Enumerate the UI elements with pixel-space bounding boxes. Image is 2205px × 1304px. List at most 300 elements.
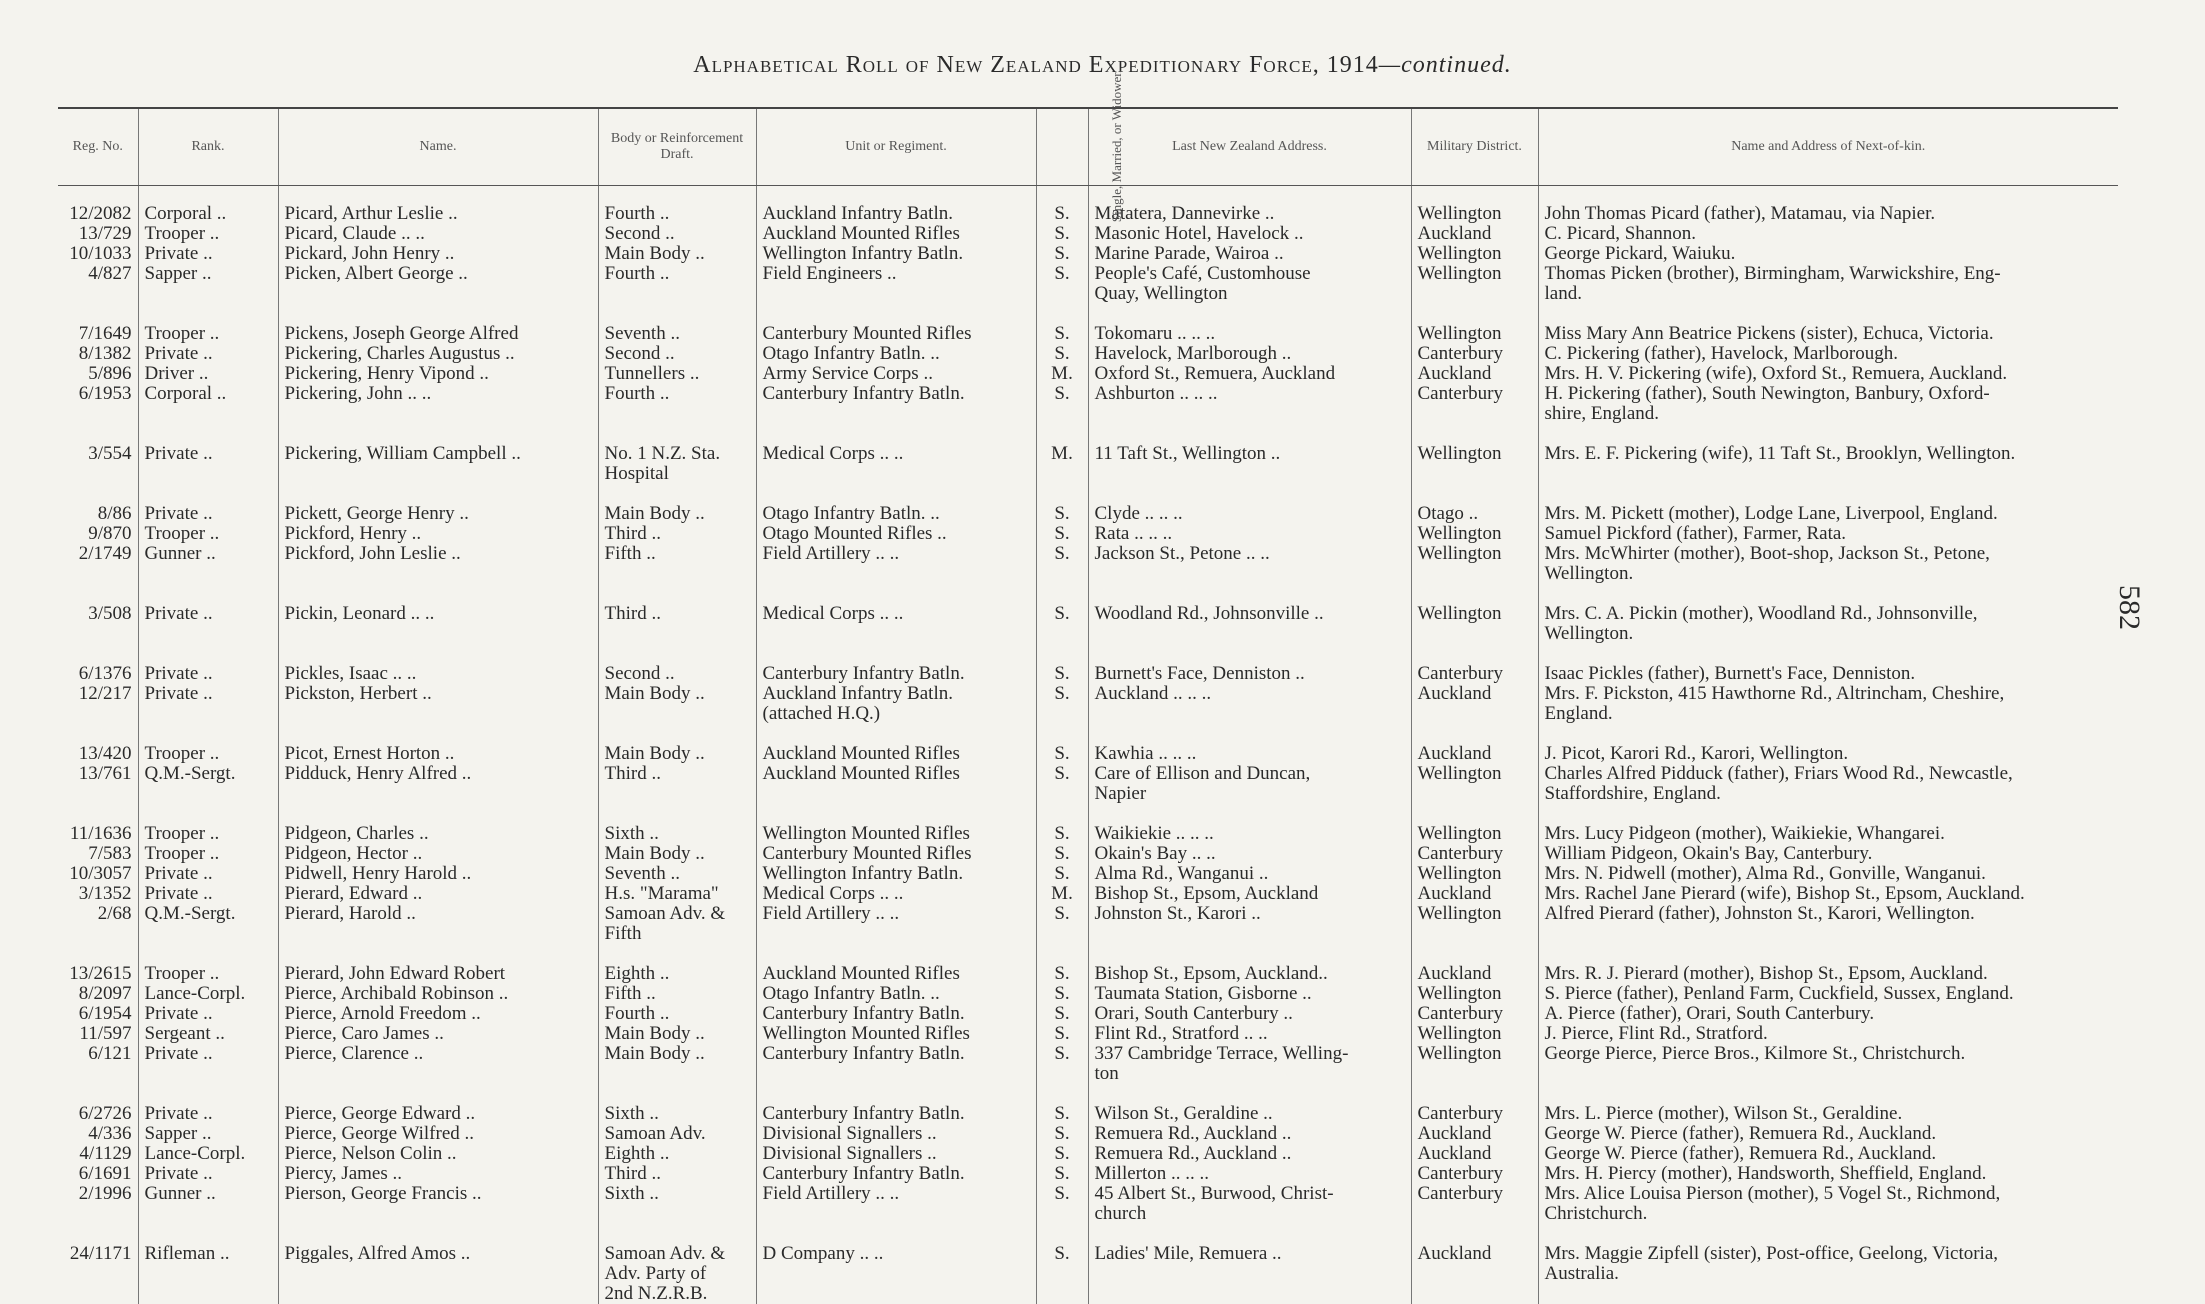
cell-kin: Mrs. L. Pierce (mother), Wilson St., Geraldine. — [1538, 1104, 2118, 1124]
cell-unit: Wellington Mounted Rifles — [756, 824, 1036, 844]
gap-cell — [598, 1224, 756, 1244]
page-title — [0, 52, 2205, 79]
cell-address: Marine Parade, Wairoa .. — [1088, 244, 1411, 264]
cell-unit: Otago Infantry Batln. .. — [756, 504, 1036, 524]
cell-rank: Trooper .. — [138, 224, 278, 244]
table-row — [58, 684, 2118, 724]
cell-district: Canterbury — [1411, 664, 1538, 684]
gap-cell — [1036, 1224, 1088, 1244]
cell-kin: Alfred Pierard (father), Johnston St., Karori, Wellington. — [1538, 904, 2118, 944]
cell-district: Wellington — [1411, 544, 1538, 584]
cell-status: M. — [1036, 364, 1088, 384]
gap-cell — [756, 584, 1036, 604]
table-row — [58, 1124, 2118, 1144]
cell-status: S. — [1036, 244, 1088, 264]
cell-reg: 6/1691 — [58, 1164, 138, 1184]
cell-district: Wellington — [1411, 186, 1538, 225]
cell-address: Okain's Bay .. .. — [1088, 844, 1411, 864]
gap-cell — [138, 304, 278, 324]
cell-address: Waikiekie .. .. .. — [1088, 824, 1411, 844]
cell-name: Pickard, John Henry .. — [278, 244, 598, 264]
gap-cell — [1088, 644, 1411, 664]
cell-rank: Private .. — [138, 864, 278, 884]
gap-cell — [1538, 644, 2118, 664]
cell-status: S. — [1036, 1044, 1088, 1084]
cell-unit: Auckland Mounted Rifles — [756, 764, 1036, 804]
cell-draft: Third .. — [598, 1164, 756, 1184]
cell-name: Pierce, Arnold Freedom .. — [278, 1004, 598, 1024]
cell-kin: J. Picot, Karori Rd., Karori, Wellington. — [1538, 744, 2118, 764]
cell-reg: 4/336 — [58, 1124, 138, 1144]
table-row — [58, 764, 2118, 804]
cell-reg: 13/729 — [58, 224, 138, 244]
cell-status: S. — [1036, 904, 1088, 944]
table-row — [58, 664, 2118, 684]
cell-kin: S. Pierce (father), Penland Farm, Cuckfield, Sussex, England. — [1538, 984, 2118, 1004]
cell-status: S. — [1036, 1004, 1088, 1024]
cell-address: 337 Cambridge Terrace, Welling- ton — [1088, 1044, 1411, 1084]
header-rank: Rank. — [138, 108, 278, 186]
cell-kin: George W. Pierce (father), Remuera Rd., Auckland. — [1538, 1124, 2118, 1144]
cell-reg: 8/1382 — [58, 344, 138, 364]
cell-kin: Mrs. H. Piercy (mother), Handsworth, Sheffield, England. — [1538, 1164, 2118, 1184]
gap-cell — [58, 804, 138, 824]
table-row — [58, 984, 2118, 1004]
cell-district: Otago .. — [1411, 504, 1538, 524]
group-gap — [58, 944, 2118, 964]
cell-unit: Auckland Mounted Rifles — [756, 744, 1036, 764]
cell-district: Auckland — [1411, 744, 1538, 764]
cell-name: Pierard, Harold .. — [278, 904, 598, 944]
gap-cell — [278, 304, 598, 324]
cell-district: Auckland — [1411, 1244, 1538, 1304]
cell-status: S. — [1036, 1184, 1088, 1224]
cell-district: Auckland — [1411, 1124, 1538, 1144]
cell-draft: Sixth .. — [598, 1104, 756, 1124]
gap-cell — [58, 304, 138, 324]
cell-status: S. — [1036, 186, 1088, 225]
table-row — [58, 384, 2118, 424]
gap-cell — [1036, 644, 1088, 664]
page-number: 582 — [2112, 585, 2146, 630]
cell-reg: 24/1171 — [58, 1244, 138, 1304]
gap-cell — [1411, 304, 1538, 324]
cell-address: Havelock, Marlborough .. — [1088, 344, 1411, 364]
cell-kin: Mrs. Alice Louisa Pierson (mother), 5 Vogel St., Richmond, Christchurch. — [1538, 1184, 2118, 1224]
cell-district: Canterbury — [1411, 1004, 1538, 1024]
gap-cell — [1036, 724, 1088, 744]
cell-kin: Mrs. E. F. Pickering (wife), 11 Taft St., Brooklyn, Wellington. — [1538, 444, 2118, 484]
cell-name: Pierce, Caro James .. — [278, 1024, 598, 1044]
cell-rank: Gunner .. — [138, 1184, 278, 1224]
cell-reg: 6/1954 — [58, 1004, 138, 1024]
cell-status: S. — [1036, 544, 1088, 584]
cell-unit: Otago Infantry Batln. .. — [756, 984, 1036, 1004]
cell-draft: Third .. — [598, 764, 756, 804]
gap-cell — [278, 724, 598, 744]
cell-address: Burnett's Face, Denniston .. — [1088, 664, 1411, 684]
cell-rank: Sapper .. — [138, 1124, 278, 1144]
table-row — [58, 186, 2118, 225]
gap-cell — [58, 1084, 138, 1104]
table-row — [58, 1004, 2118, 1024]
cell-kin: Charles Alfred Pidduck (father), Friars Wood Rd., Newcastle, Staffordshire, England. — [1538, 764, 2118, 804]
cell-rank: Private .. — [138, 1004, 278, 1024]
cell-reg: 11/1636 — [58, 824, 138, 844]
cell-reg: 6/2726 — [58, 1104, 138, 1124]
gap-cell — [278, 644, 598, 664]
cell-kin: Mrs. Lucy Pidgeon (mother), Waikiekie, Whangarei. — [1538, 824, 2118, 844]
cell-district: Wellington — [1411, 1044, 1538, 1084]
gap-cell — [1538, 724, 2118, 744]
cell-address: Care of Ellison and Duncan, Napier — [1088, 764, 1411, 804]
cell-unit: Auckland Infantry Batln. — [756, 186, 1036, 225]
gap-cell — [138, 1224, 278, 1244]
table-row — [58, 964, 2118, 984]
cell-status: S. — [1036, 384, 1088, 424]
cell-unit: Auckland Mounted Rifles — [756, 224, 1036, 244]
cell-district: Wellington — [1411, 524, 1538, 544]
gap-cell — [58, 424, 138, 444]
cell-name: Pidwell, Henry Harold .. — [278, 864, 598, 884]
cell-address: Taumata Station, Gisborne .. — [1088, 984, 1411, 1004]
group-gap — [58, 804, 2118, 824]
table-row — [58, 1044, 2118, 1084]
cell-kin: Mrs. R. J. Pierard (mother), Bishop St., Epsom, Auckland. — [1538, 964, 2118, 984]
cell-kin: George Pickard, Waiuku. — [1538, 244, 2118, 264]
cell-draft: Samoan Adv. & Adv. Party of 2nd N.Z.R.B. — [598, 1244, 756, 1304]
cell-district: Canterbury — [1411, 1184, 1538, 1224]
gap-cell — [278, 484, 598, 504]
cell-unit: Wellington Mounted Rifles — [756, 1024, 1036, 1044]
gap-cell — [756, 724, 1036, 744]
cell-draft: Second .. — [598, 224, 756, 244]
cell-rank: Private .. — [138, 244, 278, 264]
group-gap — [58, 1224, 2118, 1244]
cell-rank: Trooper .. — [138, 324, 278, 344]
table-row — [58, 1184, 2118, 1224]
cell-kin: C. Pickering (father), Havelock, Marlborough. — [1538, 344, 2118, 364]
cell-status: S. — [1036, 524, 1088, 544]
cell-status: M. — [1036, 444, 1088, 484]
cell-unit: Auckland Infantry Batln. (attached H.Q.) — [756, 684, 1036, 724]
cell-district: Wellington — [1411, 1024, 1538, 1044]
cell-reg: 13/761 — [58, 764, 138, 804]
cell-rank: Lance-Corpl. — [138, 984, 278, 1004]
cell-draft: Fourth .. — [598, 384, 756, 424]
title-main: Alphabetical Roll of New Zealand Expeditionary Force, 1914 — [693, 52, 1379, 78]
gap-cell — [1088, 304, 1411, 324]
table-row — [58, 904, 2118, 944]
cell-rank: Trooper .. — [138, 844, 278, 864]
gap-cell — [278, 944, 598, 964]
gap-cell — [1036, 804, 1088, 824]
gap-cell — [1538, 1084, 2118, 1104]
cell-draft: Samoan Adv. & Fifth — [598, 904, 756, 944]
cell-name: Pickford, Henry .. — [278, 524, 598, 544]
cell-reg: 10/1033 — [58, 244, 138, 264]
gap-cell — [1088, 1084, 1411, 1104]
cell-reg: 8/2097 — [58, 984, 138, 1004]
cell-name: Picard, Arthur Leslie .. — [278, 186, 598, 225]
cell-name: Pickering, Henry Vipond .. — [278, 364, 598, 384]
cell-status: S. — [1036, 1164, 1088, 1184]
gap-cell — [58, 484, 138, 504]
cell-status: S. — [1036, 504, 1088, 524]
gap-cell — [138, 644, 278, 664]
cell-address: Ashburton .. .. .. — [1088, 384, 1411, 424]
cell-address: Wilson St., Geraldine .. — [1088, 1104, 1411, 1124]
cell-reg: 11/597 — [58, 1024, 138, 1044]
cell-name: Pickford, John Leslie .. — [278, 544, 598, 584]
cell-name: Pierce, Archibald Robinson .. — [278, 984, 598, 1004]
cell-rank: Gunner .. — [138, 544, 278, 584]
header-unit: Unit or Regiment. — [756, 108, 1036, 186]
cell-rank: Private .. — [138, 664, 278, 684]
gap-cell — [278, 1224, 598, 1244]
cell-draft: Seventh .. — [598, 864, 756, 884]
cell-district: Wellington — [1411, 444, 1538, 484]
cell-rank: Private .. — [138, 344, 278, 364]
gap-cell — [1538, 1224, 2118, 1244]
cell-status: S. — [1036, 344, 1088, 364]
group-gap — [58, 724, 2118, 744]
cell-rank: Lance-Corpl. — [138, 1144, 278, 1164]
cell-rank: Private .. — [138, 604, 278, 644]
header-row — [58, 108, 2118, 186]
cell-unit: Canterbury Infantry Batln. — [756, 664, 1036, 684]
cell-name: Pierce, Clarence .. — [278, 1044, 598, 1084]
cell-reg: 5/896 — [58, 364, 138, 384]
gap-cell — [1411, 584, 1538, 604]
cell-district: Wellington — [1411, 244, 1538, 264]
cell-draft: Main Body .. — [598, 244, 756, 264]
cell-name: Pickston, Herbert .. — [278, 684, 598, 724]
table-row — [58, 544, 2118, 584]
cell-rank: Private .. — [138, 684, 278, 724]
gap-cell — [1036, 944, 1088, 964]
cell-district: Wellington — [1411, 764, 1538, 804]
cell-address: People's Café, Customhouse Quay, Wellington — [1088, 264, 1411, 304]
cell-rank: Driver .. — [138, 364, 278, 384]
cell-status: S. — [1036, 764, 1088, 804]
cell-address: Rata .. .. .. — [1088, 524, 1411, 544]
cell-kin: Mrs. Rachel Jane Pierard (wife), Bishop St., Epsom, Auckland. — [1538, 884, 2118, 904]
cell-unit: D Company .. .. — [756, 1244, 1036, 1304]
cell-unit: Wellington Infantry Batln. — [756, 244, 1036, 264]
gap-cell — [756, 804, 1036, 824]
gap-cell — [1088, 424, 1411, 444]
cell-district: Wellington — [1411, 324, 1538, 344]
cell-district: Canterbury — [1411, 844, 1538, 864]
cell-district: Auckland — [1411, 684, 1538, 724]
cell-kin: J. Pierce, Flint Rd., Stratford. — [1538, 1024, 2118, 1044]
cell-district: Canterbury — [1411, 384, 1538, 424]
cell-status: S. — [1036, 664, 1088, 684]
cell-district: Canterbury — [1411, 1104, 1538, 1124]
gap-cell — [1538, 484, 2118, 504]
cell-district: Canterbury — [1411, 1164, 1538, 1184]
cell-name: Pierard, Edward .. — [278, 884, 598, 904]
cell-kin: A. Pierce (father), Orari, South Canterbury. — [1538, 1004, 2118, 1024]
cell-status: S. — [1036, 324, 1088, 344]
cell-district: Wellington — [1411, 904, 1538, 944]
table-row — [58, 364, 2118, 384]
title-continued: —continued. — [1379, 52, 1512, 78]
cell-reg: 4/1129 — [58, 1144, 138, 1164]
cell-unit: Wellington Infantry Batln. — [756, 864, 1036, 884]
gap-cell — [1036, 484, 1088, 504]
cell-status: S. — [1036, 844, 1088, 864]
cell-draft: Fifth .. — [598, 984, 756, 1004]
cell-kin: C. Picard, Shannon. — [1538, 224, 2118, 244]
cell-name: Pickering, John .. .. — [278, 384, 598, 424]
cell-draft: No. 1 N.Z. Sta. Hospital — [598, 444, 756, 484]
gap-cell — [1538, 304, 2118, 324]
cell-unit: Medical Corps .. .. — [756, 604, 1036, 644]
cell-status: S. — [1036, 824, 1088, 844]
cell-reg: 3/554 — [58, 444, 138, 484]
cell-reg: 6/1953 — [58, 384, 138, 424]
table-row — [58, 444, 2118, 484]
cell-rank: Private .. — [138, 1164, 278, 1184]
table-row — [58, 604, 2118, 644]
cell-draft: Third .. — [598, 524, 756, 544]
cell-rank: Private .. — [138, 1104, 278, 1124]
cell-unit: Canterbury Infantry Batln. — [756, 1104, 1036, 1124]
cell-unit: Otago Infantry Batln. .. — [756, 344, 1036, 364]
cell-status: S. — [1036, 744, 1088, 764]
gap-cell — [138, 724, 278, 744]
cell-kin: George Pierce, Pierce Bros., Kilmore St., Christchurch. — [1538, 1044, 2118, 1084]
cell-name: Pierce, George Edward .. — [278, 1104, 598, 1124]
cell-status: S. — [1036, 1024, 1088, 1044]
gap-cell — [138, 1084, 278, 1104]
gap-cell — [1411, 944, 1538, 964]
cell-unit: Field Artillery .. .. — [756, 1184, 1036, 1224]
cell-district: Auckland — [1411, 224, 1538, 244]
cell-rank: Q.M.-Sergt. — [138, 764, 278, 804]
cell-district: Wellington — [1411, 864, 1538, 884]
gap-cell — [1036, 584, 1088, 604]
gap-cell — [1411, 424, 1538, 444]
cell-address: Auckland .. .. .. — [1088, 684, 1411, 724]
cell-district: Auckland — [1411, 884, 1538, 904]
cell-rank: Q.M.-Sergt. — [138, 904, 278, 944]
table-row — [58, 264, 2118, 304]
cell-name: Pidduck, Henry Alfred .. — [278, 764, 598, 804]
cell-name: Pickens, Joseph George Alfred — [278, 324, 598, 344]
cell-draft: Tunnellers .. — [598, 364, 756, 384]
cell-name: Pierce, George Wilfred .. — [278, 1124, 598, 1144]
cell-name: Pickering, Charles Augustus .. — [278, 344, 598, 364]
cell-kin: Miss Mary Ann Beatrice Pickens (sister), Echuca, Victoria. — [1538, 324, 2118, 344]
cell-reg: 6/1376 — [58, 664, 138, 684]
cell-reg: 6/121 — [58, 1044, 138, 1084]
cell-name: Picot, Ernest Horton .. — [278, 744, 598, 764]
cell-address: Johnston St., Karori .. — [1088, 904, 1411, 944]
gap-cell — [278, 804, 598, 824]
cell-address: Bishop St., Epsom, Auckland — [1088, 884, 1411, 904]
cell-kin: Mrs. N. Pidwell (mother), Alma Rd., Gonville, Wanganui. — [1538, 864, 2118, 884]
gap-cell — [138, 584, 278, 604]
gap-cell — [598, 304, 756, 324]
cell-reg: 9/870 — [58, 524, 138, 544]
cell-district: Auckland — [1411, 1144, 1538, 1164]
cell-rank: Sapper .. — [138, 264, 278, 304]
table-row — [58, 524, 2118, 544]
cell-kin: Isaac Pickles (father), Burnett's Face, Denniston. — [1538, 664, 2118, 684]
cell-address: Bishop St., Epsom, Auckland.. — [1088, 964, 1411, 984]
gap-cell — [1036, 424, 1088, 444]
gap-cell — [278, 424, 598, 444]
table-row — [58, 824, 2118, 844]
cell-kin: Samuel Pickford (father), Farmer, Rata. — [1538, 524, 2118, 544]
gap-cell — [1036, 1084, 1088, 1104]
cell-kin: Mrs. H. V. Pickering (wife), Oxford St., Remuera, Auckland. — [1538, 364, 2118, 384]
cell-draft: Sixth .. — [598, 1184, 756, 1224]
cell-draft: Main Body .. — [598, 844, 756, 864]
cell-status: S. — [1036, 1144, 1088, 1164]
cell-draft: Samoan Adv. — [598, 1124, 756, 1144]
cell-unit: Otago Mounted Rifles .. — [756, 524, 1036, 544]
gap-cell — [58, 724, 138, 744]
gap-cell — [58, 584, 138, 604]
header-marital-status-text: Single, Married, or Widower. — [1110, 70, 1124, 222]
gap-cell — [58, 1224, 138, 1244]
cell-draft: Eighth .. — [598, 964, 756, 984]
gap-cell — [1538, 944, 2118, 964]
group-gap — [58, 304, 2118, 324]
cell-name: Picard, Claude .. .. — [278, 224, 598, 244]
roll-body — [58, 186, 2118, 1304]
gap-cell — [1411, 484, 1538, 504]
cell-status: M. — [1036, 884, 1088, 904]
cell-district: Wellington — [1411, 984, 1538, 1004]
gap-cell — [1088, 584, 1411, 604]
cell-draft: Fourth .. — [598, 1004, 756, 1024]
gap-cell — [1411, 1224, 1538, 1244]
gap-cell — [598, 484, 756, 504]
cell-address: 45 Albert St., Burwood, Christ- church — [1088, 1184, 1411, 1224]
cell-draft: Fourth .. — [598, 264, 756, 304]
gap-cell — [1088, 724, 1411, 744]
cell-name: Piggales, Alfred Amos .. — [278, 1244, 598, 1304]
table-row — [58, 1164, 2118, 1184]
table-row — [58, 344, 2118, 364]
gap-cell — [598, 584, 756, 604]
gap-cell — [1088, 804, 1411, 824]
cell-draft: Main Body .. — [598, 744, 756, 764]
cell-address: Jackson St., Petone .. .. — [1088, 544, 1411, 584]
cell-address: Tokomaru .. .. .. — [1088, 324, 1411, 344]
group-gap — [58, 484, 2118, 504]
gap-cell — [278, 1084, 598, 1104]
cell-status: S. — [1036, 1104, 1088, 1124]
cell-reg: 13/420 — [58, 744, 138, 764]
cell-rank: Private .. — [138, 444, 278, 484]
group-gap — [58, 1084, 2118, 1104]
cell-district: Wellington — [1411, 604, 1538, 644]
gap-cell — [756, 1084, 1036, 1104]
gap-cell — [598, 1084, 756, 1104]
gap-cell — [756, 1224, 1036, 1244]
cell-draft: Eighth .. — [598, 1144, 756, 1164]
gap-cell — [598, 424, 756, 444]
cell-address: Ladies' Mile, Remuera .. — [1088, 1244, 1411, 1304]
gap-cell — [756, 644, 1036, 664]
cell-name: Pierard, John Edward Robert — [278, 964, 598, 984]
